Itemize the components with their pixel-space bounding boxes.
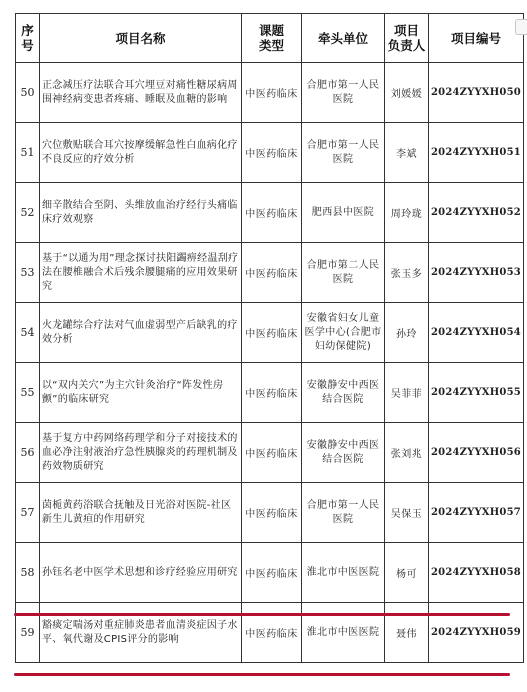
- project-table: [15, 13, 524, 663]
- row-name: 以“双内关穴”为主穴针灸治疗“阵发性房颤”的临床研究: [40, 363, 242, 423]
- header-no: 序 号: [16, 14, 40, 63]
- row-leader: 张玉多: [385, 243, 429, 303]
- row-no: 59: [16, 603, 40, 663]
- row-no: 56: [16, 423, 40, 483]
- table-header-row: [16, 14, 524, 63]
- row-no: 57: [16, 483, 40, 543]
- header-unit: 牵头单位: [302, 14, 385, 63]
- row-category: 中医药临床: [242, 183, 302, 243]
- row-unit: 淮北市中医医院: [302, 543, 385, 603]
- row-no: 51: [16, 123, 40, 183]
- highlight-line-top: [14, 613, 510, 616]
- table-row: [16, 183, 524, 243]
- row-leader: 刘媛媛: [385, 63, 429, 123]
- row-no: 52: [16, 183, 40, 243]
- row-name: 正念减压疗法联合耳穴埋豆对痛性糖尿病周围神经病变患者疼痛、睡眠及血糖的影响: [40, 63, 242, 123]
- row-code: 2024ZYYXH050: [429, 63, 524, 123]
- table-row: [16, 363, 524, 423]
- table-row: [16, 423, 524, 483]
- row-name: 穴位敷贴联合耳穴按摩缓解急性白血病化疗不良反应的疗效分析: [40, 123, 242, 183]
- row-no: 55: [16, 363, 40, 423]
- row-unit: 合肥市第一人民医院: [302, 63, 385, 123]
- row-code: 2024ZYYXH052: [429, 183, 524, 243]
- row-category: 中医药临床: [242, 543, 302, 603]
- table-row: [16, 123, 524, 183]
- table-row: [16, 243, 524, 303]
- row-code: 2024ZYYXH056: [429, 423, 524, 483]
- row-leader: 吴菲菲: [385, 363, 429, 423]
- row-code: 2024ZYYXH054: [429, 303, 524, 363]
- header-code: 项目编号: [429, 14, 524, 63]
- row-leader: 聂伟: [385, 603, 429, 663]
- table-row: [16, 543, 524, 603]
- row-unit: 合肥市第一人民医院: [302, 123, 385, 183]
- row-leader: 李斌: [385, 123, 429, 183]
- side-tab-handle[interactable]: [515, 19, 527, 35]
- row-name: 孙钰名老中医学术思想和诊疗经验应用研究: [40, 543, 242, 603]
- row-name: 火龙罐综合疗法对气血虚弱型产后缺乳的疗效分析: [40, 303, 242, 363]
- row-code: 2024ZYYXH059: [429, 603, 524, 663]
- row-code: 2024ZYYXH055: [429, 363, 524, 423]
- header-leader: 项目 负责人: [385, 14, 429, 63]
- header-name: 项目名称: [40, 14, 242, 63]
- row-category: 中医药临床: [242, 603, 302, 663]
- row-code: 2024ZYYXH058: [429, 543, 524, 603]
- row-no: 50: [16, 63, 40, 123]
- row-category: 中医药临床: [242, 483, 302, 543]
- row-unit: 安徽省妇女儿童医学中心(合肥市妇幼保健院): [302, 303, 385, 363]
- row-leader: 吴保玉: [385, 483, 429, 543]
- row-code: 2024ZYYXH053: [429, 243, 524, 303]
- row-name: 基于复方中药网络药理学和分子对接技术的血必净注射液治疗急性胰腺炎的药理机制及药效物质研究: [40, 423, 242, 483]
- table-row: [16, 483, 524, 543]
- row-no: 54: [16, 303, 40, 363]
- table-row: [16, 63, 524, 123]
- row-leader: 张刘兆: [385, 423, 429, 483]
- row-code: 2024ZYYXH051: [429, 123, 524, 183]
- row-category: 中医药临床: [242, 63, 302, 123]
- row-category: 中医药临床: [242, 123, 302, 183]
- row-category: 中医药临床: [242, 243, 302, 303]
- row-name: 豁痰定喘汤对重症肺炎患者血清炎症因子水平、氧代谢及CPIS评分的影响: [40, 603, 242, 663]
- row-name: 细辛散结合至阴、头维放血治疗经行头痛临床疗效观察: [40, 183, 242, 243]
- row-unit: 合肥市第二人民医院: [302, 243, 385, 303]
- header-category: 课题 类型: [242, 14, 302, 63]
- table-row: [16, 603, 524, 663]
- row-name: 基于“以通为用”理念探讨扶阳蠲痹经温刮疗法在腰椎融合术后残余腰腿痛的应用效果研究: [40, 243, 242, 303]
- row-category: 中医药临床: [242, 363, 302, 423]
- row-category: 中医药临床: [242, 423, 302, 483]
- row-code: 2024ZYYXH057: [429, 483, 524, 543]
- row-no: 53: [16, 243, 40, 303]
- highlight-line-bottom: [14, 673, 510, 676]
- row-leader: 杨可: [385, 543, 429, 603]
- row-name: 茵栀黄药浴联合抚触及日光浴对医院-社区新生儿黄疸的作用研究: [40, 483, 242, 543]
- row-category: 中医药临床: [242, 303, 302, 363]
- row-leader: 周玲珑: [385, 183, 429, 243]
- table-row: [16, 303, 524, 363]
- row-leader: 孙玲: [385, 303, 429, 363]
- row-unit: 安徽静安中西医结合医院: [302, 423, 385, 483]
- row-unit: 肥西县中医院: [302, 183, 385, 243]
- row-no: 58: [16, 543, 40, 603]
- row-unit: 合肥市第一人民医院: [302, 483, 385, 543]
- row-unit: 淮北市中医医院: [302, 603, 385, 663]
- row-unit: 安徽静安中西医结合医院: [302, 363, 385, 423]
